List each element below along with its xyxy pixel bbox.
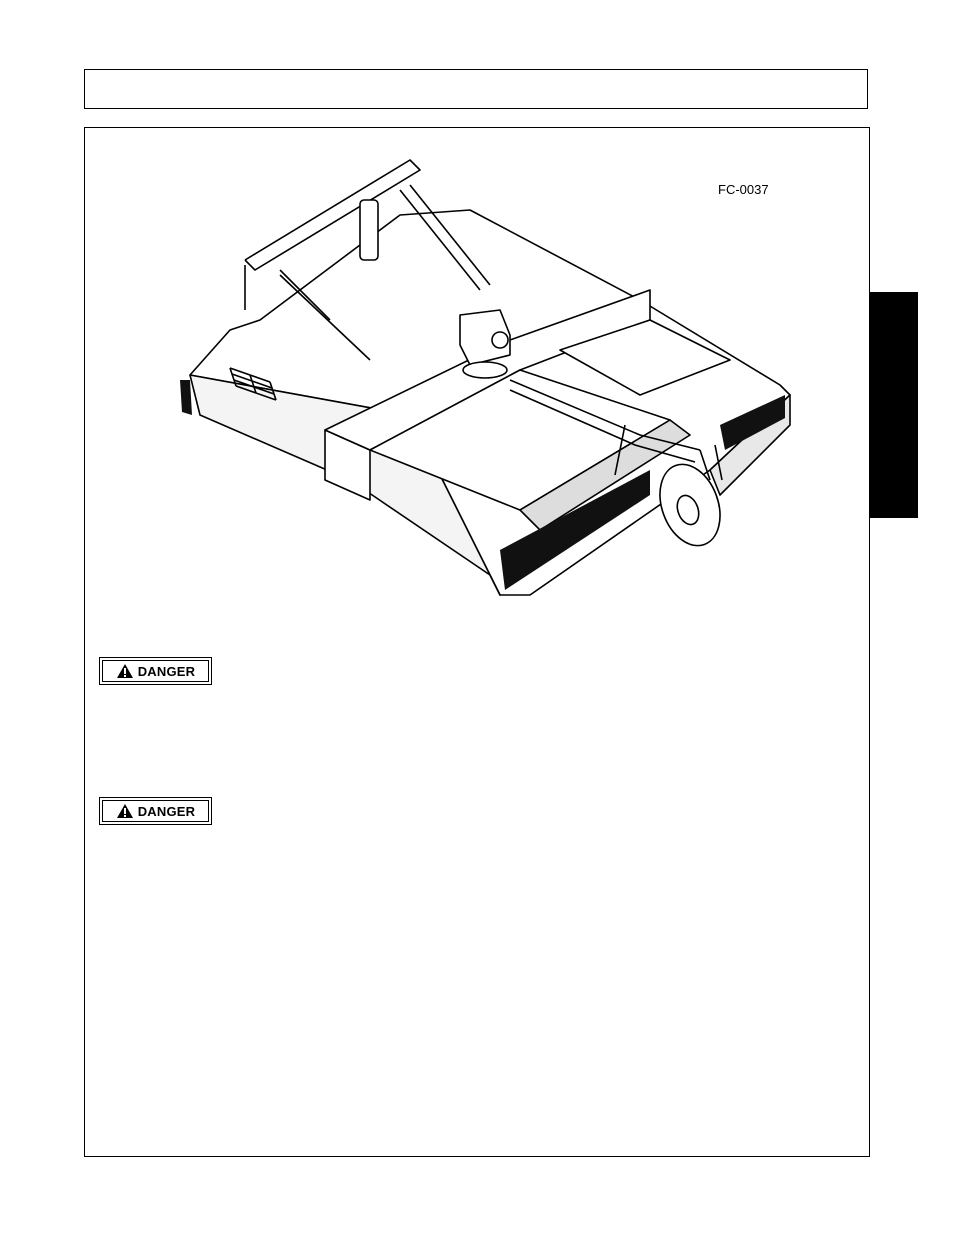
header-box: [84, 69, 868, 109]
danger-text: DANGER: [137, 663, 196, 679]
danger-label-2: [99, 797, 212, 825]
rotary-cutter-illustration: [170, 150, 810, 600]
danger-text: DANGER: [137, 803, 196, 819]
hydraulic-cylinder: [360, 200, 378, 260]
chain-guard-left: [180, 380, 192, 415]
danger-label-1: [99, 657, 212, 685]
warning-triangle-icon: [116, 663, 134, 679]
figure-label: FC-0037: [718, 182, 769, 197]
section-tab: [869, 292, 918, 518]
warning-triangle-icon: [116, 803, 134, 819]
